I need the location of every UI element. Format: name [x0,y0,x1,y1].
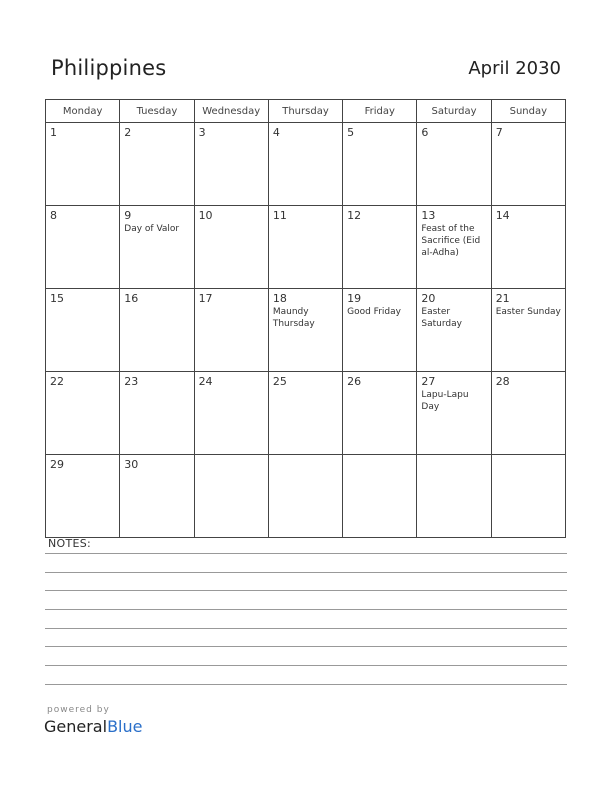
day-cell [194,289,268,372]
note-line [45,590,567,591]
day-cell [46,289,120,372]
note-line [45,684,567,685]
day-number: 19 [347,292,362,305]
note-line [45,646,567,647]
day-cell [343,123,417,206]
powered-by-text: powered by [47,705,110,715]
day-cell [120,123,194,206]
day-cell [491,289,565,372]
notes-label: NOTES: [48,537,92,550]
day-number: 29 [50,458,64,471]
day-cell [491,123,565,206]
holiday-label: Good Friday [347,307,401,317]
note-line [45,609,567,610]
country-title: Philippines [51,56,167,80]
day-number: 20 [421,292,436,305]
day-cell [268,289,342,372]
day-number: 6 [421,126,429,139]
day-number: 25 [272,375,287,388]
weekday-header: Saturday [417,100,491,123]
day-number: 4 [272,126,280,139]
day-cell [417,289,491,372]
day-cell [46,206,120,289]
week-row [46,455,566,538]
day-number: 3 [198,126,206,139]
day-number: 18 [272,292,287,305]
note-line [45,665,567,666]
week-row [46,206,566,289]
week-row [46,372,566,455]
day-number: 23 [124,375,139,388]
day-cell [268,123,342,206]
day-cell [194,372,268,455]
calendar-grid [45,99,566,538]
day-cell [343,206,417,289]
day-number: 14 [495,209,510,222]
day-number: 1 [50,126,57,139]
day-number: 30 [124,458,139,471]
day-number: 11 [272,209,287,222]
day-cell [194,123,268,206]
weekday-header: Wednesday [194,100,268,123]
week-row [46,289,566,372]
note-line [45,572,567,573]
day-number: 10 [198,209,213,222]
note-line [45,553,567,554]
weekday-header: Friday [343,100,417,123]
day-cell [46,123,120,206]
day-cell [120,372,194,455]
day-number: 5 [347,126,355,139]
day-cell [120,455,194,538]
week-row [46,123,566,206]
holiday-label: Maundy Thursday [272,307,315,329]
day-cell [268,372,342,455]
day-number: 9 [124,209,132,222]
day-cell [268,455,342,538]
weekday-header: Tuesday [120,100,194,123]
day-cell [343,455,417,538]
day-cell [46,372,120,455]
day-cell [417,455,491,538]
day-cell [417,372,491,455]
day-cell [343,289,417,372]
day-cell [120,289,194,372]
brand-general: General [44,717,108,736]
day-number: 2 [124,126,132,139]
day-cell [343,372,417,455]
day-number: 21 [495,292,510,305]
day-number: 8 [50,209,57,222]
day-cell [491,206,565,289]
brand-blue: Blue [107,717,143,736]
holiday-label: Feast of the Sacrifice (Eid al-Adha) [421,224,481,258]
day-number: 27 [421,375,436,388]
generalblue-logo [44,717,142,736]
weekday-header: Monday [46,100,120,123]
month-title: April 2030 [468,58,561,79]
day-number: 28 [495,375,510,388]
day-cell [417,123,491,206]
weekday-header-row [46,100,566,123]
holiday-label: Easter Saturday [421,307,462,329]
holiday-label: Day of Valor [124,224,180,234]
day-cell [194,455,268,538]
day-number: 16 [124,292,139,305]
day-number: 7 [495,126,503,139]
day-cell [194,206,268,289]
note-line [45,628,567,629]
day-number: 15 [50,292,64,305]
day-number: 12 [347,209,362,222]
day-cell [268,206,342,289]
day-cell [46,455,120,538]
day-cell [491,455,565,538]
day-cell [120,206,194,289]
day-number: 26 [347,375,362,388]
day-number: 22 [50,375,64,388]
day-number: 13 [421,209,436,222]
day-number: 17 [198,292,213,305]
day-cell [491,372,565,455]
day-cell [417,206,491,289]
holiday-label: Lapu-Lapu Day [421,390,469,412]
day-number: 24 [198,375,213,388]
holiday-label: Easter Sunday [495,307,561,317]
weekday-header: Thursday [268,100,342,123]
weekday-header: Sunday [491,100,565,123]
